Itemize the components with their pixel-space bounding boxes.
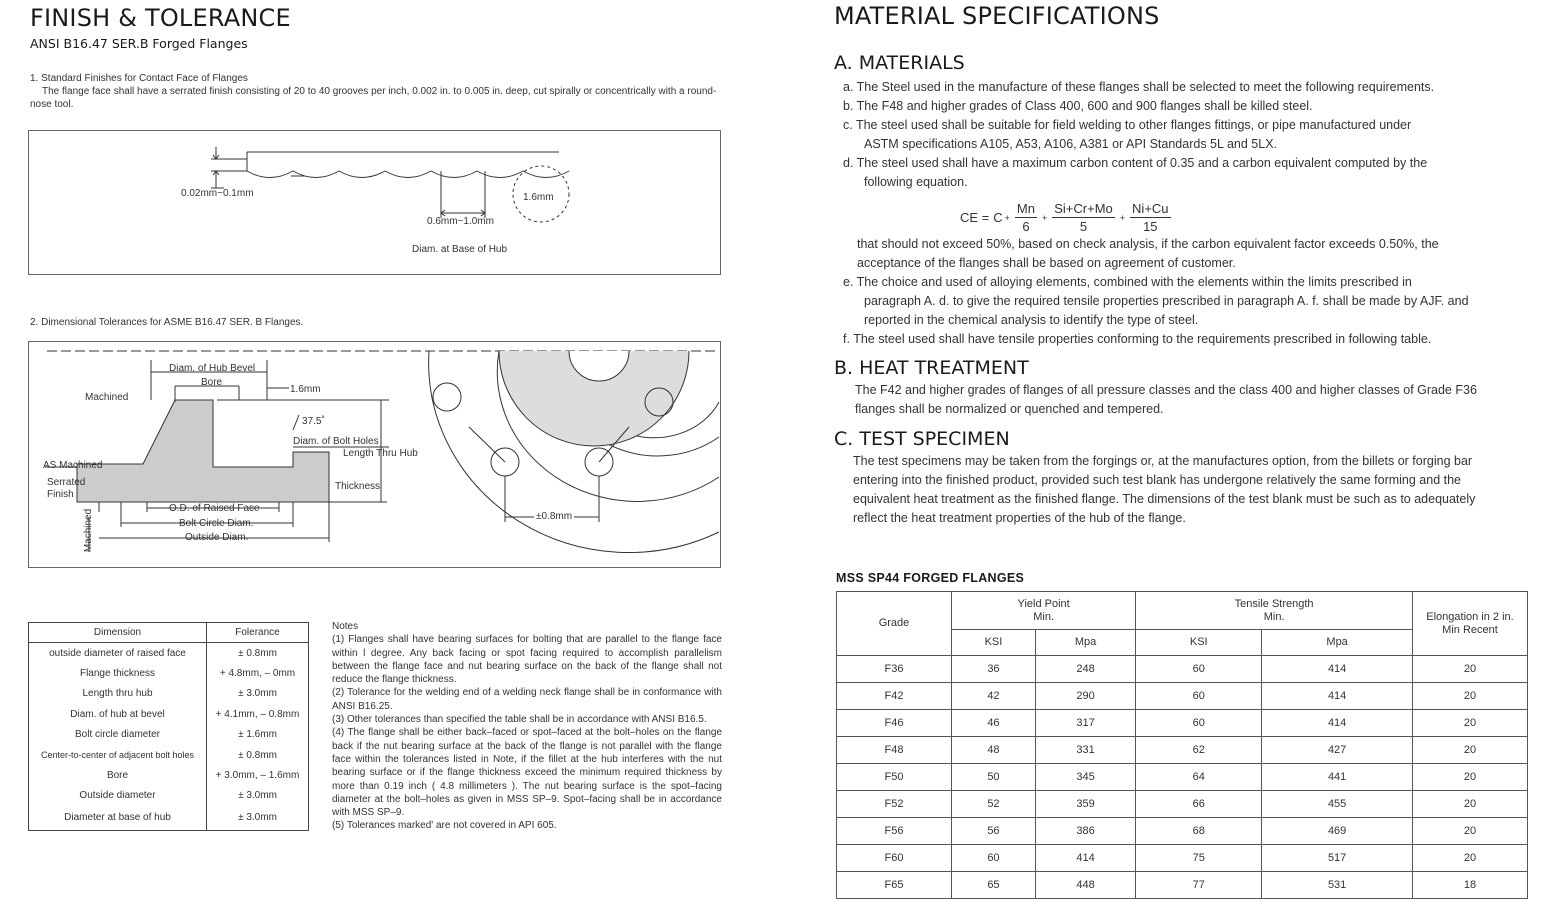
formula-fraction (1052, 201, 1115, 234)
heat-treatment-text (855, 381, 1535, 419)
materials-heading: A. MATERIALS (834, 52, 965, 74)
table-row (837, 683, 1528, 710)
text-line: entering into the finished product, provided such test blank has undergone relatively the same forming and the (853, 473, 1462, 487)
table-cell: F36 (837, 656, 952, 683)
note-item: (1) Flanges shall have bearing surfaces for bolting that are parallel to the flange face within l degree. Any back facing or spot facing required to accomplish parallelism between the flange face and nut bearing surface on the back of the flange shall not reduce the flange thickness. (332, 634, 722, 686)
table-cell: 386 (1035, 818, 1135, 845)
header-line: Min. (1033, 610, 1054, 623)
table-cell: 20 (1413, 845, 1528, 872)
table-row (29, 724, 309, 744)
materials-item-f: f. The steel used shall have tensile properties conforming to the requirements prescribed in following table. (843, 332, 1432, 346)
machined-vertical-label: Machined (83, 508, 95, 553)
finish-label: Finish (47, 489, 74, 500)
table-cell: Length thru hub (29, 684, 207, 704)
table-row (837, 872, 1528, 899)
table-header-row (837, 592, 1528, 630)
table-cell: 531 (1262, 872, 1413, 899)
table-cell: 36 (952, 656, 1036, 683)
table-cell: 64 (1136, 764, 1262, 791)
header-line: Min. (1263, 610, 1285, 623)
table-cell: 317 (1035, 710, 1135, 737)
table-cell: 20 (1413, 710, 1528, 737)
fraction-numerator: Ni+Cu (1132, 201, 1169, 216)
mss-table-body (837, 656, 1528, 899)
header-line: Tensile Strength (1234, 597, 1314, 610)
table-cell: 62 (1136, 737, 1262, 764)
formula-fraction (1130, 201, 1171, 234)
finish-caption: Diam. at Base of Hub (412, 244, 508, 255)
table-cell: F46 (837, 710, 952, 737)
table-cell: 414 (1262, 710, 1413, 737)
table-cell: 20 (1413, 791, 1528, 818)
materials-item-d-cont: that should not exceed 50%, based on check analysis, if the carbon equivalent factor exceeds 0.50%, the (857, 237, 1439, 251)
serrated-label: Serrated (47, 477, 86, 488)
table-cell: 60 (1136, 683, 1262, 710)
materials-item-c-cont: ASTM specifications A105, A53, A106, A381 or API Standards 5L and 5LX. (864, 137, 1278, 151)
table-cell: 414 (1262, 656, 1413, 683)
table-cell: 18 (1413, 872, 1528, 899)
table-cell: 68 (1136, 818, 1262, 845)
table-cell: F60 (837, 845, 952, 872)
table-cell: 50 (952, 764, 1036, 791)
materials-item-c: c. The steel used shall be suitable for field welding to other flanges fittings, or pipe manufactured under (843, 118, 1412, 132)
text-line: equivalent heat treatment as the finished flange. The dimensions of the test blank must be such as to adequately (853, 492, 1476, 506)
table-cell: outside diameter of raised face (29, 643, 207, 663)
hub-dimension-label: 1.6mm (290, 384, 321, 395)
table-cell: + 3.0mm, – 1.6mm (207, 765, 309, 785)
table-cell: 20 (1413, 764, 1528, 791)
materials-item-e-cont: reported in the chemical analysis to identify the type of steel. (864, 313, 1199, 327)
serrated-finish-diagram (28, 130, 721, 275)
table-cell: 52 (952, 791, 1036, 818)
table-cell: + 4.1mm, – 0.8mm (207, 704, 309, 724)
mpa-header: Mpa (1035, 630, 1135, 656)
carbon-equivalent-formula (960, 201, 1174, 234)
table-cell: 75 (1136, 845, 1262, 872)
page-subtitle: ANSI B16.47 SER.B Forged Flanges (30, 36, 248, 51)
column-header: Folerance (207, 623, 309, 643)
formula-c: C (993, 210, 1003, 225)
machined-label: Machined (85, 392, 129, 403)
thickness-label: Thickness (335, 481, 381, 492)
bevel-angle-label: 37.5˚ (302, 416, 325, 427)
text-line: flanges shall be normalized or quenched and tempered. (855, 402, 1164, 416)
bore-label: Bore (201, 377, 223, 388)
ksi-header: KSI (952, 630, 1036, 656)
column-header: Dimension (29, 623, 207, 643)
table-cell: F50 (837, 764, 952, 791)
table-cell: ± 3.0mm (207, 684, 309, 704)
table-row (29, 806, 309, 830)
table-cell: F56 (837, 818, 952, 845)
page-title: MATERIAL SPECIFICATIONS (834, 2, 1160, 30)
section-dimensional-tolerances: 2. Dimensional Tolerances for ASME B16.47 SER. B Flanges. (30, 317, 304, 328)
table-row (837, 791, 1528, 818)
fraction-numerator: Si+Cr+Mo (1054, 201, 1113, 216)
table-cell: 290 (1035, 683, 1135, 710)
formula-plus: + (1041, 212, 1048, 223)
table-cell: F65 (837, 872, 952, 899)
materials-text-continued (843, 235, 1533, 349)
outside-diam-label: Outside Diam. (185, 532, 249, 543)
table-cell: 20 (1413, 656, 1528, 683)
table-cell: 359 (1035, 791, 1135, 818)
table-row (837, 656, 1528, 683)
table-cell: 448 (1035, 872, 1135, 899)
fraction-denominator: 5 (1079, 219, 1088, 234)
mss-table-title: MSS SP44 FORGED FLANGES (836, 571, 1025, 585)
table-row (837, 845, 1528, 872)
tensile-strength-header (1136, 592, 1413, 630)
table-row (29, 786, 309, 806)
header-line: Min Recent (1442, 623, 1498, 636)
table-cell: 414 (1262, 683, 1413, 710)
table-cell: 60 (1136, 710, 1262, 737)
table-cell: ± 1.6mm (207, 724, 309, 744)
serrated-finish-drawing (29, 131, 720, 274)
note-item: (5) Tolerances marked' are not covered in API 605. (332, 820, 557, 832)
table-cell: Diameter at base of hub (29, 806, 207, 830)
elongation-header (1413, 592, 1528, 656)
note-item: (4) The flange shall be either back–faced or spot–faced at the bolt–holes on the flange back if the nut bearing surface at the back of the flange is not parallel with the flange face within the tolerances listed in Note, if the fillet at the hub interferes with the nut bearing surface or if the flange thickness exceed the minimum required thickness by more than 0.19 inch ( 4.8 millimeters ). The nut bearing surface is the spot–facing diameter at the bolt–holes as given in MSS SP–9. Spot–facing shall be in accordance with MSS SP–9. (332, 727, 722, 819)
table-cell: 427 (1262, 737, 1413, 764)
table-cell: 441 (1262, 764, 1413, 791)
table-cell: F48 (837, 737, 952, 764)
table-cell: 46 (952, 710, 1036, 737)
materials-item-e-cont: paragraph A. d. to give the required tensile properties prescribed in paragraph A. f. shall be made by AJF. and (864, 294, 1469, 308)
materials-item-d-cont: following equation. (864, 175, 968, 189)
table-cell: 345 (1035, 764, 1135, 791)
materials-item-d: d. The steel used shall have a maximum carbon content of 0.35 and a carbon equivalent computed by the (843, 156, 1428, 170)
ksi-header: KSI (1136, 630, 1262, 656)
table-cell: ± 3.0mm (207, 786, 309, 806)
table-row (29, 643, 309, 663)
table-row (837, 764, 1528, 791)
header-line: Elongation in 2 in. (1426, 610, 1514, 623)
table-cell: 414 (1035, 845, 1135, 872)
table-cell: F52 (837, 791, 952, 818)
table-cell: 248 (1035, 656, 1135, 683)
header-line: Yield Point (1017, 597, 1070, 610)
length-thru-hub-label: Length Thru Hub (343, 448, 418, 459)
fraction-numerator: Mn (1016, 201, 1035, 216)
material-specifications-page (834, 0, 1534, 904)
hub-bevel-label: Diam. of Hub Bevel (169, 363, 256, 374)
fraction-denominator: 15 (1143, 219, 1158, 234)
finish-tolerance-page (28, 0, 728, 904)
page-title: FINISH & TOLERANCE (30, 4, 291, 32)
mpa-header: Mpa (1262, 630, 1413, 656)
table-cell: 20 (1413, 818, 1528, 845)
table-row (29, 663, 309, 683)
table-cell: 42 (952, 683, 1036, 710)
table-row (837, 737, 1528, 764)
materials-text (843, 78, 1533, 192)
formula-plus: + (1004, 212, 1010, 223)
table-row (29, 684, 309, 704)
table-row (837, 710, 1528, 737)
table-row (837, 818, 1528, 845)
formula-fraction (1015, 201, 1037, 234)
tool-radius-label: 1.6mm (523, 192, 554, 203)
table-cell: 48 (952, 737, 1036, 764)
table-cell: 20 (1413, 683, 1528, 710)
table-row (29, 765, 309, 785)
table-cell: Bolt circle diameter (29, 724, 207, 744)
table-cell: Flange thickness (29, 663, 207, 683)
text-line: The F42 and higher grades of flanges of all pressure classes and the class 400 and higher classes of Grade F36 (855, 383, 1477, 397)
yield-point-header (952, 592, 1136, 630)
table-cell: Diam. of hub at bevel (29, 704, 207, 724)
table-cell: 455 (1262, 791, 1413, 818)
tolerance-table (28, 622, 309, 831)
formula-lhs: CE = (960, 210, 990, 225)
table-cell: Outside diameter (29, 786, 207, 806)
table-cell: ± 3.0mm (207, 806, 309, 830)
table-header-row (29, 623, 309, 643)
formula-plus: + (1119, 212, 1126, 223)
table-cell: F42 (837, 683, 952, 710)
text-line: The test specimens may be taken from the forgings or, at the manufactures option, from the billets or forging bar (853, 454, 1473, 468)
grade-header: Grade (837, 592, 952, 656)
table-cell: 77 (1136, 872, 1262, 899)
test-specimen-text (853, 452, 1535, 528)
materials-item-e: e. The choice and used of alloying elements, combined with the elements within the limits prescribed in (843, 275, 1412, 289)
bolt-holes-label: Diam. of Bolt Holes (293, 436, 379, 447)
table-cell: + 4.8mm, – 0mm (207, 663, 309, 683)
note-item: (2) Tolerance for the welding end of a welding neck flange shall be in conformance with ANSI B16.25. (332, 687, 722, 712)
test-specimen-heading: C. TEST SPECIMEN (834, 428, 1010, 450)
section-text: The flange face shall have a serrated finish consisting of 20 to 40 grooves per inch, 0.002 in. to 0.005 in. deep, cut spirally or concentrically with a round-nose tool. (30, 86, 717, 110)
table-cell: 66 (1136, 791, 1262, 818)
bolt-tolerance-label: ±0.8mm (536, 511, 573, 522)
materials-item-d-cont: acceptance of the flanges shall be based on agreement of customer. (857, 256, 1236, 270)
groove-depth-label: 0.02mm~0.1mm (181, 188, 254, 199)
notes-title: Notes (332, 621, 359, 632)
fraction-denominator: 6 (1022, 219, 1030, 234)
table-row (29, 704, 309, 724)
section-heading: 1. Standard Finishes for Contact Face of Flanges (30, 73, 248, 84)
table-cell: 20 (1413, 737, 1528, 764)
section-standard-finishes (30, 72, 725, 111)
table-cell: 517 (1262, 845, 1413, 872)
text-line: reflect the heat treatment properties of the hub of the flange. (853, 511, 1186, 525)
notes-block (332, 620, 722, 833)
groove-pitch-label: 0.6mm~1.0mm (427, 216, 494, 227)
note-item: (3) Other tolerances than specified the table shall be in accordance with ANSI B16.5. (332, 714, 707, 726)
table-cell: 60 (1136, 656, 1262, 683)
bolt-circle-label: Bolt Circle Diam. (179, 518, 254, 529)
table-cell: 56 (952, 818, 1036, 845)
table-cell: 60 (952, 845, 1036, 872)
flange-dimension-diagram (28, 341, 721, 568)
table-cell: 65 (952, 872, 1036, 899)
table-cell: 331 (1035, 737, 1135, 764)
heat-treatment-heading: B. HEAT TREATMENT (834, 357, 1029, 379)
table-cell: Bore (29, 765, 207, 785)
materials-item-b: b. The F48 and higher grades of Class 400, 600 and 900 flanges shall be killed steel. (843, 99, 1313, 113)
table-row (29, 745, 309, 765)
table-cell: ± 0.8mm (207, 643, 309, 663)
materials-item-a: a. The Steel used in the manufacture of these flanges shall be selected to meet the following requirements. (843, 80, 1435, 94)
mss-sp44-table (836, 591, 1528, 899)
table-cell: Center-to-center of adjacent bolt holes (29, 745, 207, 765)
table-cell: ± 0.8mm (207, 745, 309, 765)
raised-face-label: O.D. of Raised Face (169, 503, 260, 514)
table-cell: 469 (1262, 818, 1413, 845)
as-machined-label: AS Machined (43, 460, 103, 471)
